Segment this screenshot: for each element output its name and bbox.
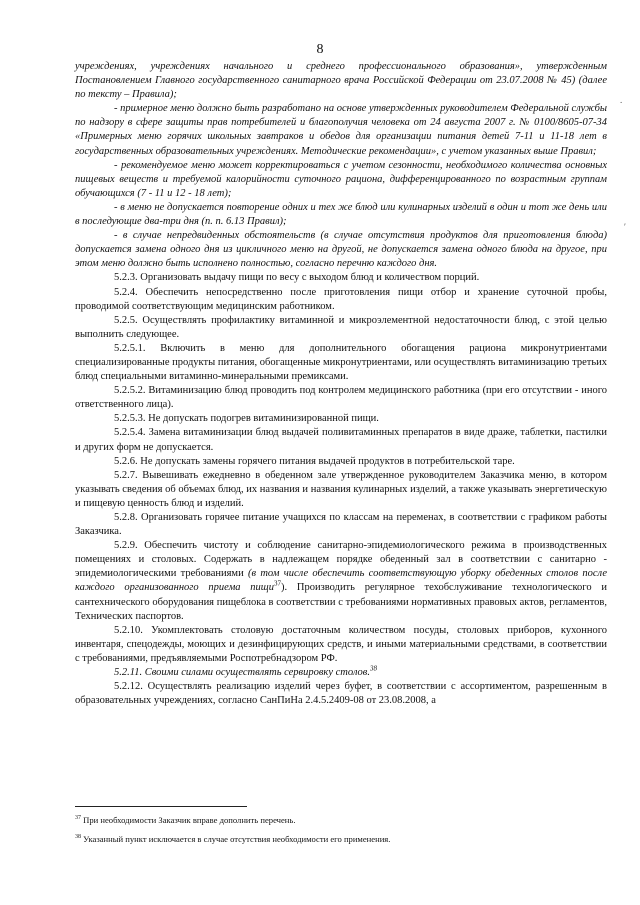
paragraph-text: - в случае непредвиденных обстоятельств (в случае отсутствия продуктов для приготовления блюда) допускается замена одного дня из цикличного меню на другой, не допускается замена одного блюда на другое, при этом меню должно быть исполнено полностью, согласно перечню каждого дня. (75, 230, 607, 270)
paragraph-emphasis: (в том числе обеспечить соответствующую уборку обеденных столов после каждого организованного приема пищи (75, 568, 607, 594)
footnote-text: При необходимости Заказчик вправе дополнить перечень. (81, 815, 296, 825)
paragraph (75, 455, 607, 469)
paragraph-text: 5.2.5.3. Не допускать подогрев витаминизированной пищи. (114, 413, 379, 425)
document-body (75, 60, 607, 708)
footnote (75, 830, 607, 849)
paragraph (75, 426, 607, 454)
page-number: 8 (316, 42, 324, 57)
paragraph (75, 159, 607, 201)
paragraph-text: 5.2.8. Организовать горячее питание учащихся по классам на переменах, в соответствии с графиком работы Заказчика. (75, 512, 607, 538)
paragraph (75, 511, 607, 539)
paragraph-text: 5.2.12. Осуществлять реализацию изделий через буфет, в соответствии с ассортиментом, разрешенным в образовательных учреждениях, согласно СанПиНа 2.4.5.2409-08 от 23.08.2008, а (75, 681, 607, 707)
paragraph-text: - рекомендуемое меню может корректироваться с учетом сезонности, необходимого количества основных пищевых веществ и требуемой калорийности суточного рациона, дифференцированного по возрастным группам обучающихся (7 - 11 и 12 - 18 лет); (75, 159, 607, 199)
paragraph-text: 5.2.5.4. Замена витаминизации блюд выдачей поливитаминных препаратов в виде драже, таблетки, пастилки и других форм не допускается. (75, 427, 607, 453)
paragraph (75, 469, 607, 511)
paragraph (75, 286, 607, 314)
paragraph (75, 666, 607, 680)
paragraph (75, 60, 607, 102)
margin-mark: ′ (624, 222, 626, 232)
paragraph (75, 384, 607, 412)
paragraph-text: учреждениях, учреждениях начального и среднего профессионального образования», утвержденным Постановлением Главного государственного санитарного врача Российской Федерации от 23.07.2008 № 45) (далее по тексту – Правила); (75, 61, 607, 101)
paragraph-text: 5.2.4. Обеспечить непосредственно после приготовления пищи отбор и хранение суточной пробы, проводимой соответствующим медицинским работником. (75, 286, 607, 312)
paragraph (75, 201, 607, 229)
footnote-number: 38 (75, 834, 81, 841)
footnote-number: 37 (75, 815, 81, 822)
margin-mark: . (620, 95, 623, 105)
footnotes (75, 811, 607, 849)
footnote-text: Указанный пункт исключается в случае отсутствия необходимости его применения. (81, 834, 391, 844)
paragraph (75, 229, 607, 271)
paragraph-text: 5.2.5.2. Витаминизацию блюд проводить под контролем медицинского работника (при его отсутствии - иного ответственного лица). (75, 385, 607, 411)
paragraph (75, 680, 607, 708)
paragraph-text: - примерное меню должно быть разработано на основе утвержденных руководителем Федеральной службы по надзору в сфере защиты прав потребителей и благополучия человека от 24 августа 2007 г. № 0100/8605-07-34 «Примерных меню горячих школьных завтраков и обедов для организации питания детей 7-11 и 11-18 лет в государственных образовательных учреждениях. Методические рекомендации», с учетом указанных выше Правил; (75, 103, 607, 157)
paragraph-text: - в меню не допускается повторение одних и тех же блюд или кулинарных изделий в один и тот же день или в последующие два-три дня (п. п. 6.13 Правил); (75, 201, 607, 228)
footnote-separator (75, 806, 247, 807)
paragraph-text: 5.2.9. Обеспечить чистоту и соблюдение санитарно-эпидемиологического режима в производственных помещениях и столовых. Содержать в надлежащем порядке обеденный зал в соответствии с санитарно - эпидемиологическими требованиями (75, 540, 607, 580)
paragraph-text-tail: ). Производить регулярное техобслуживание технологического и сантехнического оборудования пищеблока в соответствии с требованиями нормативных правовых актов, регламентов, Технических паспортов. (75, 582, 608, 622)
footnote (75, 811, 607, 830)
paragraph (75, 539, 607, 624)
paragraph-text: 5.2.3. Организовать выдачу пищи по весу с выходом блюд и количеством порций. (114, 272, 480, 284)
paragraph (75, 314, 607, 342)
paragraph-text: 5.2.6. Не допускать замены горячего питания выдачей продуктов в потребительской таре. (114, 455, 515, 467)
paragraph (75, 271, 607, 285)
paragraph-text: 5.2.11. Своими силами осуществлять сервировку столов. (114, 667, 370, 679)
paragraph-text: 5.2.7. Вывешивать ежедневно в обеденном зале утвержденное руководителем Заказчика меню, в котором указывать сведения об объемах блюд, их названия и названия кулинарных изделий, а также указывать энергетическую и пищевую ценность блюд и изделий. (75, 469, 607, 509)
paragraph-text: 5.2.5. Осуществлять профилактику витаминной и микроэлементной недостаточности блюд, с этой целью выполнить следующее. (75, 314, 607, 340)
paragraph (75, 412, 607, 426)
paragraph (75, 342, 607, 384)
paragraph-text: 5.2.5.1. Включить в меню для дополнительного обогащения рациона микронутриентами специализированные продукты питания, обогащенные микронутриентами, или осуществлять витаминизацию третьих блюд специальными витаминно-минеральными премиксами. (75, 342, 607, 383)
footnote-reference[interactable]: 38 (369, 664, 377, 673)
paragraph (75, 624, 607, 666)
paragraph-text: 5.2.10. Укомплектовать столовую достаточным количеством посуды, столовых приборов, кухонного инвентаря, спецодежды, моющих и дезинфицирующих средств, и иными материальными средствами, в соответствии с требованиями, предъявляемыми Роспотребнадзором РФ. (75, 624, 607, 664)
footnote-reference[interactable]: 37 (274, 579, 281, 588)
paragraph (75, 102, 607, 158)
